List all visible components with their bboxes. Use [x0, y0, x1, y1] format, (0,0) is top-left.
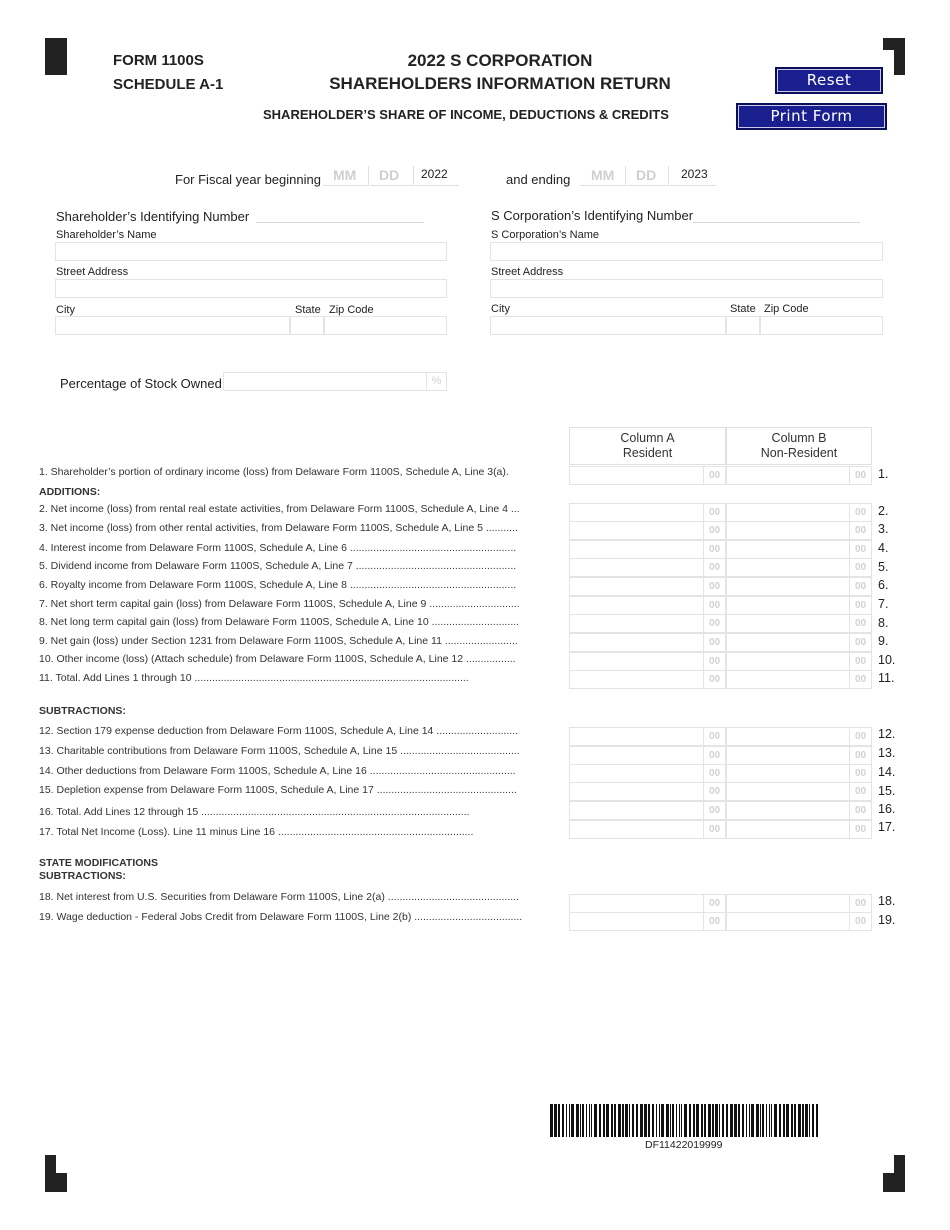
- shareholder-name-input[interactable]: [55, 242, 447, 261]
- line-1-description: 1. Shareholder’s portion of ordinary income (loss) from Delaware Form 1100S, Schedule A, Line 3(a).: [39, 466, 509, 478]
- barcode-bar: [594, 1104, 597, 1137]
- shareholder-id-label: Shareholder’s Identifying Number: [56, 209, 250, 224]
- cents-placeholder: 00: [703, 782, 725, 801]
- column-a-subtitle: Resident: [622, 446, 673, 460]
- line-3-column-b-input[interactable]: [726, 521, 872, 540]
- line-5-description: 5. Dividend income from Delaware Form 1100S, Schedule A, Line 7 .......................................................: [39, 560, 517, 572]
- corporation-id-label: S Corporation’s Identifying Number: [491, 208, 694, 223]
- line-10-column-b-input[interactable]: [726, 652, 872, 671]
- line-9-description: 9. Net gain (loss) under Section 1231 from Delaware Form 1100S, Schedule A, Line 11 .........................: [39, 635, 518, 647]
- line-13-column-b-input[interactable]: [726, 746, 872, 765]
- shareholder-zip-label: Zip Code: [329, 304, 374, 316]
- line-11-column-a-input[interactable]: [569, 670, 726, 689]
- barcode-bar: [589, 1104, 590, 1137]
- form-title-line1: 2022 S CORPORATION: [407, 51, 593, 70]
- barcode-bar: [726, 1104, 728, 1137]
- barcode-bar: [779, 1104, 781, 1137]
- line-16-column-a-input[interactable]: [569, 801, 726, 820]
- corporation-id-input[interactable]: [693, 222, 860, 223]
- line-8-number: 8.: [878, 616, 889, 630]
- cents-placeholder: 00: [849, 652, 871, 671]
- barcode-bar: [582, 1104, 584, 1137]
- line-14-column-b-input[interactable]: [726, 764, 872, 783]
- line-18-column-b-input[interactable]: [726, 894, 872, 913]
- line-1-column-a-input[interactable]: [569, 466, 726, 485]
- barcode-bar: [812, 1104, 814, 1137]
- barcode-bar: [566, 1104, 567, 1137]
- corner-mark-top-left-arm: [45, 38, 67, 50]
- corner-mark-bottom-left: [45, 1173, 67, 1192]
- barcode-bar: [786, 1104, 789, 1137]
- barcode-bar: [562, 1104, 564, 1137]
- line-3-description: 3. Net income (loss) from other rental activities, from Delaware Form 1100S, Schedule A, Line 5 ...........: [39, 522, 518, 534]
- barcode-bar: [798, 1104, 801, 1137]
- barcode-bar: [746, 1104, 747, 1137]
- column-b-subtitle: Non-Resident: [760, 446, 838, 460]
- line-6-column-a-input[interactable]: [569, 577, 726, 596]
- barcode-bar: [715, 1104, 718, 1137]
- corporation-street-label: Street Address: [491, 266, 564, 278]
- additions-heading: ADDITIONS:: [39, 486, 101, 498]
- line-14-column-a-input[interactable]: [569, 764, 726, 783]
- cents-placeholder: 00: [849, 466, 871, 485]
- shareholder-state-label: State: [295, 304, 321, 316]
- line-5-number: 5.: [878, 560, 889, 574]
- barcode-bar: [712, 1104, 714, 1137]
- state-subtractions-heading: SUBTRACTIONS:: [39, 870, 126, 882]
- line-7-number: 7.: [878, 597, 889, 611]
- shareholder-name-label: Shareholder’s Name: [56, 229, 157, 241]
- day-placeholder: DD: [379, 167, 400, 183]
- barcode-bar: [742, 1104, 744, 1137]
- barcode-bar: [708, 1104, 711, 1137]
- corporation-name-label: S Corporation’s Name: [491, 229, 600, 241]
- cents-placeholder: 00: [849, 633, 871, 652]
- form-title-line2: SHAREHOLDERS INFORMATION RETURN: [329, 74, 671, 93]
- cents-placeholder: 00: [849, 894, 871, 913]
- barcode-bar: [599, 1104, 601, 1137]
- cents-placeholder: 00: [849, 912, 871, 931]
- barcode-bar: [769, 1104, 770, 1137]
- barcode-bar: [704, 1104, 706, 1137]
- cents-placeholder: 00: [703, 540, 725, 559]
- fiscal-begin-month-field[interactable]: [323, 166, 369, 186]
- column-a-header: [569, 427, 726, 465]
- line-3-column-a-input[interactable]: [569, 521, 726, 540]
- cents-placeholder: 00: [703, 633, 725, 652]
- shareholder-street-input[interactable]: [55, 279, 447, 298]
- barcode-bar: [644, 1104, 647, 1137]
- cents-placeholder: 00: [703, 912, 725, 931]
- barcode-bar: [738, 1104, 740, 1137]
- day-placeholder: DD: [636, 167, 657, 183]
- line-15-column-a-input[interactable]: [569, 782, 726, 801]
- barcode-bar: [618, 1104, 621, 1137]
- line-16-column-b-input[interactable]: [726, 801, 872, 820]
- state-modifications-heading: STATE MODIFICATIONS: [39, 857, 158, 869]
- line-2-column-b-input[interactable]: [726, 503, 872, 522]
- line-18-description: 18. Net interest from U.S. Securities from Delaware Form 1100S, Line 2(a) .............................................: [39, 891, 520, 903]
- line-13-description: 13. Charitable contributions from Delaware Form 1100S, Schedule A, Line 15 .........................................: [39, 745, 520, 757]
- line-1-number: 1.: [878, 467, 889, 481]
- line-10-description: 10. Other income (loss) (Attach schedule) from Delaware Form 1100S, Schedule A, Line 12 .................: [39, 653, 516, 665]
- barcode-bar: [554, 1104, 557, 1137]
- line-5-column-b-input[interactable]: [726, 558, 872, 577]
- line-10-column-a-input[interactable]: [569, 652, 726, 671]
- line-16-description: 16. Total. Add Lines 12 through 15 ............................................................................................: [39, 806, 470, 818]
- line-7-column-b-input[interactable]: [726, 596, 872, 615]
- barcode-bar: [569, 1104, 570, 1137]
- fiscal-end-year: 2023: [681, 167, 708, 181]
- cents-placeholder: 00: [703, 577, 725, 596]
- line-12-description: 12. Section 179 expense deduction from Delaware Form 1100S, Schedule A, Line 14 ............................: [39, 725, 518, 737]
- line-19-description: 19. Wage deduction - Federal Jobs Credit from Delaware Form 1100S, Line 2(b) .....................................: [39, 911, 523, 923]
- barcode-bar: [611, 1104, 613, 1137]
- fiscal-begin-year: 2022: [421, 167, 448, 181]
- barcode-bar: [640, 1104, 643, 1137]
- cents-placeholder: 00: [849, 670, 871, 689]
- line-15-description: 15. Depletion expense from Delaware Form 1100S, Schedule A, Line 17 ................................................: [39, 784, 517, 796]
- subtractions-heading: SUBTRACTIONS:: [39, 705, 126, 717]
- cents-placeholder: 00: [703, 521, 725, 540]
- barcode-bar: [636, 1104, 638, 1137]
- barcode-number: DF11422019999: [645, 1139, 723, 1151]
- line-12-column-a-input[interactable]: [569, 727, 726, 746]
- barcode-bar: [659, 1104, 660, 1137]
- barcode-bar: [666, 1104, 669, 1137]
- cents-placeholder: 00: [849, 764, 871, 783]
- shareholder-street-label: Street Address: [56, 266, 129, 278]
- barcode-bar: [676, 1104, 677, 1137]
- barcode-bar: [693, 1104, 695, 1137]
- barcode-bar: [809, 1104, 810, 1137]
- corporation-zip-input[interactable]: [760, 316, 883, 335]
- corporation-name-input[interactable]: [490, 242, 883, 261]
- barcode-bar: [681, 1104, 682, 1137]
- line-3-number: 3.: [878, 522, 889, 536]
- cents-placeholder: 00: [703, 801, 725, 820]
- barcode-bar: [751, 1104, 754, 1137]
- barcode-bar: [670, 1104, 671, 1137]
- barcode-bar: [760, 1104, 761, 1137]
- barcode-bar: [648, 1104, 650, 1137]
- corporation-street-input[interactable]: [490, 279, 883, 298]
- corporation-city-input[interactable]: [490, 316, 726, 335]
- fiscal-begin-day-field[interactable]: [370, 166, 414, 186]
- line-5-column-a-input[interactable]: [569, 558, 726, 577]
- line-18-column-a-input[interactable]: [569, 894, 726, 913]
- barcode-bar: [756, 1104, 759, 1137]
- cents-placeholder: 00: [849, 820, 871, 839]
- barcode-bar: [719, 1104, 720, 1137]
- barcode-bar: [576, 1104, 579, 1137]
- barcode-bar: [614, 1104, 616, 1137]
- cents-placeholder: 00: [703, 614, 725, 633]
- barcode-bar: [606, 1104, 609, 1137]
- line-14-number: 14.: [878, 765, 896, 779]
- cents-placeholder: 00: [703, 746, 725, 765]
- corner-mark-top-right-stem: [894, 38, 905, 75]
- line-17-description: 17. Total Net Income (Loss). Line 11 minus Line 16 ...................................................................: [39, 826, 474, 838]
- cents-placeholder: 00: [703, 503, 725, 522]
- cents-placeholder: 00: [703, 894, 725, 913]
- barcode-bar: [679, 1104, 680, 1137]
- fiscal-end-month-field[interactable]: [580, 166, 626, 186]
- line-11-column-b-input[interactable]: [726, 670, 872, 689]
- barcode-bar: [622, 1104, 624, 1137]
- fiscal-end-label: and ending: [506, 172, 571, 187]
- line-8-column-b-input[interactable]: [726, 614, 872, 633]
- line-8-description: 8. Net long term capital gain (loss) from Delaware Form 1100S, Schedule A, Line 10 ..............................: [39, 616, 520, 628]
- line-12-number: 12.: [878, 727, 896, 741]
- cents-placeholder: 00: [849, 801, 871, 820]
- cents-placeholder: 00: [849, 614, 871, 633]
- line-17-number: 17.: [878, 820, 896, 834]
- column-a-title: Column A: [620, 431, 675, 445]
- line-9-number: 9.: [878, 634, 889, 648]
- barcode-bar: [591, 1104, 592, 1137]
- form-number: FORM 1100S: [113, 52, 204, 69]
- barcode-bar: [580, 1104, 581, 1137]
- barcode-bar: [722, 1104, 724, 1137]
- line-1-column-b-input[interactable]: [726, 466, 872, 485]
- barcode-bar: [603, 1104, 605, 1137]
- fiscal-begin-year-field: [415, 166, 459, 186]
- barcode-bar: [791, 1104, 793, 1137]
- line-2-description: 2. Net income (loss) from rental real estate activities, from Delaware Form 1100S, Schedule A, Line 4 ...: [39, 503, 520, 515]
- barcode-bar: [672, 1104, 674, 1137]
- barcode-bar: [689, 1104, 691, 1137]
- line-2-column-a-input[interactable]: [569, 503, 726, 522]
- line-6-number: 6.: [878, 578, 889, 592]
- line-4-number: 4.: [878, 541, 889, 555]
- line-19-column-b-input[interactable]: [726, 912, 872, 931]
- cents-placeholder: 00: [849, 503, 871, 522]
- line-8-column-a-input[interactable]: [569, 614, 726, 633]
- line-10-number: 10.: [878, 653, 896, 667]
- column-b-title: Column B: [771, 431, 827, 445]
- line-13-number: 13.: [878, 746, 896, 760]
- line-4-description: 4. Interest income from Delaware Form 1100S, Schedule A, Line 6 .........................................................: [39, 542, 517, 554]
- barcode-bar: [730, 1104, 733, 1137]
- barcode-bar: [558, 1104, 560, 1137]
- cents-placeholder: 00: [703, 558, 725, 577]
- line-7-column-a-input[interactable]: [569, 596, 726, 615]
- cents-placeholder: 00: [703, 820, 725, 839]
- line-19-column-a-input[interactable]: [569, 912, 726, 931]
- barcode-bar: [684, 1104, 687, 1137]
- line-4-column-a-input[interactable]: [569, 540, 726, 559]
- barcode-bar: [794, 1104, 796, 1137]
- cents-placeholder: 00: [703, 764, 725, 783]
- cents-placeholder: 00: [703, 596, 725, 615]
- barcode-bar: [783, 1104, 785, 1137]
- barcode-bar: [652, 1104, 654, 1137]
- cents-placeholder: 00: [849, 782, 871, 801]
- barcode-bar: [816, 1104, 818, 1137]
- line-6-column-b-input[interactable]: [726, 577, 872, 596]
- corporation-city-label: City: [491, 303, 510, 315]
- barcode-bar: [625, 1104, 628, 1137]
- barcode-bar: [762, 1104, 764, 1137]
- barcode-bar: [734, 1104, 737, 1137]
- barcode-bar: [766, 1104, 767, 1137]
- form-subtitle: SHAREHOLDER’S SHARE OF INCOME, DEDUCTIONS & CREDITS: [263, 107, 669, 122]
- barcode-bar: [701, 1104, 703, 1137]
- line-9-column-b-input[interactable]: [726, 633, 872, 652]
- stock-owned-label: Percentage of Stock Owned: [60, 376, 222, 391]
- line-19-number: 19.: [878, 913, 896, 927]
- barcode-bar: [696, 1104, 699, 1137]
- line-16-number: 16.: [878, 802, 896, 816]
- barcode-bar: [629, 1104, 630, 1137]
- cents-placeholder: 00: [703, 652, 725, 671]
- line-9-column-a-input[interactable]: [569, 633, 726, 652]
- shareholder-zip-input[interactable]: [324, 316, 447, 335]
- line-11-description: 11. Total. Add Lines 1 through 10 ..............................................................................................: [39, 672, 469, 684]
- column-b-header: [726, 427, 872, 465]
- barcode-bar: [774, 1104, 777, 1137]
- corporation-zip-label: Zip Code: [764, 303, 809, 315]
- cents-placeholder: 00: [703, 670, 725, 689]
- barcode: [550, 1104, 822, 1137]
- reset-button[interactable]: Reset: [775, 67, 883, 94]
- barcode-bar: [550, 1104, 553, 1137]
- shareholder-id-input[interactable]: [256, 222, 424, 223]
- line-13-column-a-input[interactable]: [569, 746, 726, 765]
- stock-owned-input[interactable]: [223, 372, 447, 391]
- line-12-column-b-input[interactable]: [726, 727, 872, 746]
- corporation-state-input[interactable]: [726, 316, 760, 335]
- cents-placeholder: 00: [849, 577, 871, 596]
- barcode-bar: [771, 1104, 772, 1137]
- barcode-bar: [632, 1104, 634, 1137]
- month-placeholder: MM: [591, 167, 615, 183]
- cents-placeholder: 00: [849, 558, 871, 577]
- cents-placeholder: 00: [703, 466, 725, 485]
- barcode-bar: [802, 1104, 804, 1137]
- barcode-bar: [805, 1104, 808, 1137]
- percent-suffix: %: [426, 372, 446, 391]
- cents-placeholder: 00: [849, 521, 871, 540]
- fiscal-begin-label: For Fiscal year beginning: [175, 172, 321, 187]
- month-placeholder: MM: [333, 167, 357, 183]
- line-14-description: 14. Other deductions from Delaware Form 1100S, Schedule A, Line 16 ..................................................: [39, 765, 516, 777]
- line-6-description: 6. Royalty income from Delaware Form 1100S, Schedule A, Line 8 .........................................................: [39, 579, 517, 591]
- line-17-column-b-input[interactable]: [726, 820, 872, 839]
- line-4-column-b-input[interactable]: [726, 540, 872, 559]
- shareholder-city-label: City: [56, 304, 75, 316]
- line-15-number: 15.: [878, 784, 896, 798]
- barcode-bar: [749, 1104, 750, 1137]
- cents-placeholder: 00: [849, 746, 871, 765]
- barcode-bar: [571, 1104, 574, 1137]
- line-7-description: 7. Net short term capital gain (loss) from Delaware Form 1100S, Schedule A, Line 9 ...............................: [39, 598, 520, 610]
- line-11-number: 11.: [878, 671, 895, 685]
- schedule-label: SCHEDULE A-1: [113, 76, 224, 93]
- line-18-number: 18.: [878, 894, 896, 908]
- line-17-column-a-input[interactable]: [569, 820, 726, 839]
- barcode-bar: [656, 1104, 657, 1137]
- shareholder-state-input[interactable]: [290, 316, 324, 335]
- fiscal-end-year-field: [670, 166, 716, 186]
- cents-placeholder: 00: [849, 727, 871, 746]
- corporation-state-label: State: [730, 303, 756, 315]
- line-2-number: 2.: [878, 504, 889, 518]
- shareholder-city-input[interactable]: [55, 316, 290, 335]
- line-15-column-b-input[interactable]: [726, 782, 872, 801]
- print-form-button[interactable]: Print Form: [736, 103, 887, 130]
- cents-placeholder: 00: [849, 596, 871, 615]
- fiscal-end-day-field[interactable]: [627, 166, 669, 186]
- cents-placeholder: 00: [703, 727, 725, 746]
- barcode-bar: [586, 1104, 587, 1137]
- corner-mark-bottom-right: [883, 1173, 905, 1192]
- barcode-bar: [661, 1104, 664, 1137]
- cents-placeholder: 00: [849, 540, 871, 559]
